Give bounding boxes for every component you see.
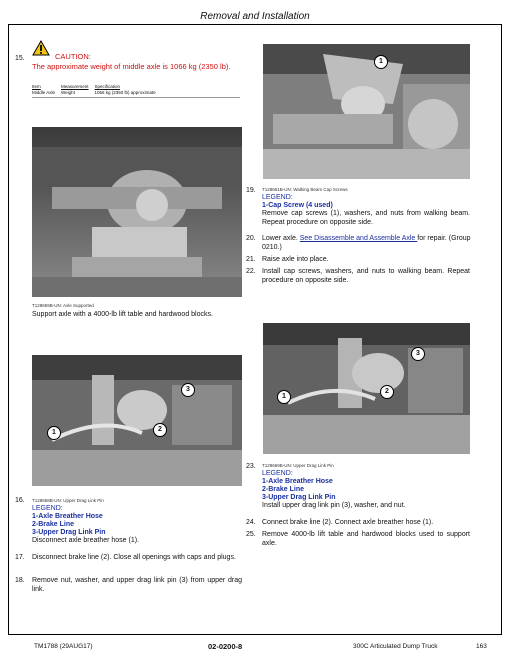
step23-legend-heading: LEGEND: — [262, 470, 293, 477]
spec-table — [32, 84, 162, 96]
step-number: 24. — [246, 519, 256, 526]
callout-3: 3 — [411, 347, 425, 361]
step-number: 21. — [246, 256, 256, 263]
caution-text: The approximate weight of middle axle is 1066 kg (2350 lb). — [32, 62, 231, 71]
step-number: 19. — [246, 187, 256, 194]
step-number: 18. — [15, 577, 25, 584]
photo-axle-supported-image — [32, 127, 242, 297]
footer-tm-number: TM1788 (29AUG17) — [34, 643, 93, 650]
step16-legend-item-2: 2-Brake Line — [32, 521, 75, 528]
callout-1: 1 — [277, 390, 291, 404]
step-number: 17. — [15, 554, 25, 561]
step16-text: Disconnect axle breather hose (1). — [32, 537, 139, 544]
step19-legend-item-1: 1-Cap Screw (4 used) — [262, 202, 333, 209]
callout-1: 1 — [47, 426, 61, 440]
callout-2: 2 — [380, 385, 394, 399]
spec-header-measurement: Measurement — [61, 84, 89, 89]
step17-text: Disconnect brake line (2). Close all openings with caps and plugs. — [32, 554, 236, 561]
spec-cell-specification: 1066 kg (2350 lb) approximate — [94, 90, 156, 95]
photo1-caption: T128659B-UN: Axle Supported — [32, 303, 94, 308]
step23-legend-item-1: 1-Axle Breather Hose — [262, 478, 333, 485]
callout-1: 1 — [374, 55, 388, 69]
step18-text: Remove nut, washer, and upper drag link pin (3) from upper drag link. — [32, 577, 242, 593]
page-header-title: Removal and Installation — [200, 11, 310, 22]
step24-text: Connect brake line (2). Connect axle breather hose (1). — [262, 519, 434, 526]
step16-legend-item-1: 1-Axle Breather Hose — [32, 513, 103, 520]
footer-section-number: 02-0200-8 — [208, 642, 243, 651]
step16-legend-item-3: 3-Upper Drag Link Pin — [32, 529, 106, 536]
step-number: 25. — [246, 531, 256, 538]
step-number: 20. — [246, 235, 256, 242]
step20-text — [262, 234, 472, 252]
step-number: 23. — [246, 463, 256, 470]
spec-cell-item: Middle Axle — [32, 90, 56, 95]
step19-legend-heading: LEGEND: — [262, 194, 293, 201]
step20-pre: Lower axle. — [262, 235, 300, 242]
spec-rule — [32, 97, 240, 98]
photo-walking-beam-image — [263, 44, 470, 179]
left-border — [8, 24, 9, 634]
photo-drag-link-install-image — [263, 323, 470, 454]
photo-walking-beam — [263, 44, 470, 179]
disassemble-axle-link[interactable]: See Disassemble and Assemble Axle — [299, 235, 418, 242]
step19-text: Remove cap screws (1), washers, and nuts from walking beam. Repeat procedure on opposite side. — [262, 210, 470, 226]
step20-post: for repair. (Group 0210.) — [262, 235, 471, 251]
step-number: 16. — [15, 497, 25, 504]
footer-page-number: 163 — [476, 643, 487, 650]
callout-2: 2 — [153, 423, 167, 437]
photo-axle-supported — [32, 127, 242, 297]
step23-legend-item-3: 3-Upper Drag Link Pin — [262, 494, 336, 501]
step-number: 15. — [15, 55, 25, 62]
step23-text: Install upper drag link pin (3), washer, and nut. — [262, 502, 406, 509]
photo1-text: Support axle with a 4000-lb lift table and hardwood blocks. — [32, 311, 213, 318]
right-border — [501, 24, 502, 634]
step16-legend-heading: LEGEND: — [32, 505, 63, 512]
photo-drag-link-removal — [32, 355, 242, 486]
caution-label: CAUTION: — [55, 52, 91, 61]
step25-text: Remove 4000-lb lift table and hardwood blocks used to support axle. — [262, 531, 470, 547]
spec-header-item: Item — [32, 84, 41, 89]
step21-text: Raise axle into place. — [262, 256, 329, 263]
step22-text: Install cap screws, washers, and nuts to walking beam. Repeat procedure on opposite side. — [262, 268, 470, 284]
spec-header-specification: Specification — [94, 84, 121, 89]
photo-drag-link-removal-image — [32, 355, 242, 486]
photo-drag-link-install — [263, 323, 470, 454]
step23-legend-item-2: 2-Brake Line — [262, 486, 305, 493]
footer-product-name: 300C Articulated Dump Truck — [353, 643, 438, 650]
header-rule — [8, 24, 502, 25]
spec-cell-measurement: Weight — [61, 90, 75, 95]
step19-caption: T128661B-UN: Walking Beam Cap Screws — [262, 187, 348, 192]
step23-caption: T128669B-UN: Upper Drag Link Pin — [262, 463, 334, 468]
callout-3: 3 — [181, 383, 195, 397]
step-number: 22. — [246, 268, 256, 275]
step16-caption: T128668B-UN: Upper Drag Link Pin — [32, 498, 104, 503]
caution-warning-icon — [32, 40, 50, 56]
footer-rule — [8, 634, 502, 635]
